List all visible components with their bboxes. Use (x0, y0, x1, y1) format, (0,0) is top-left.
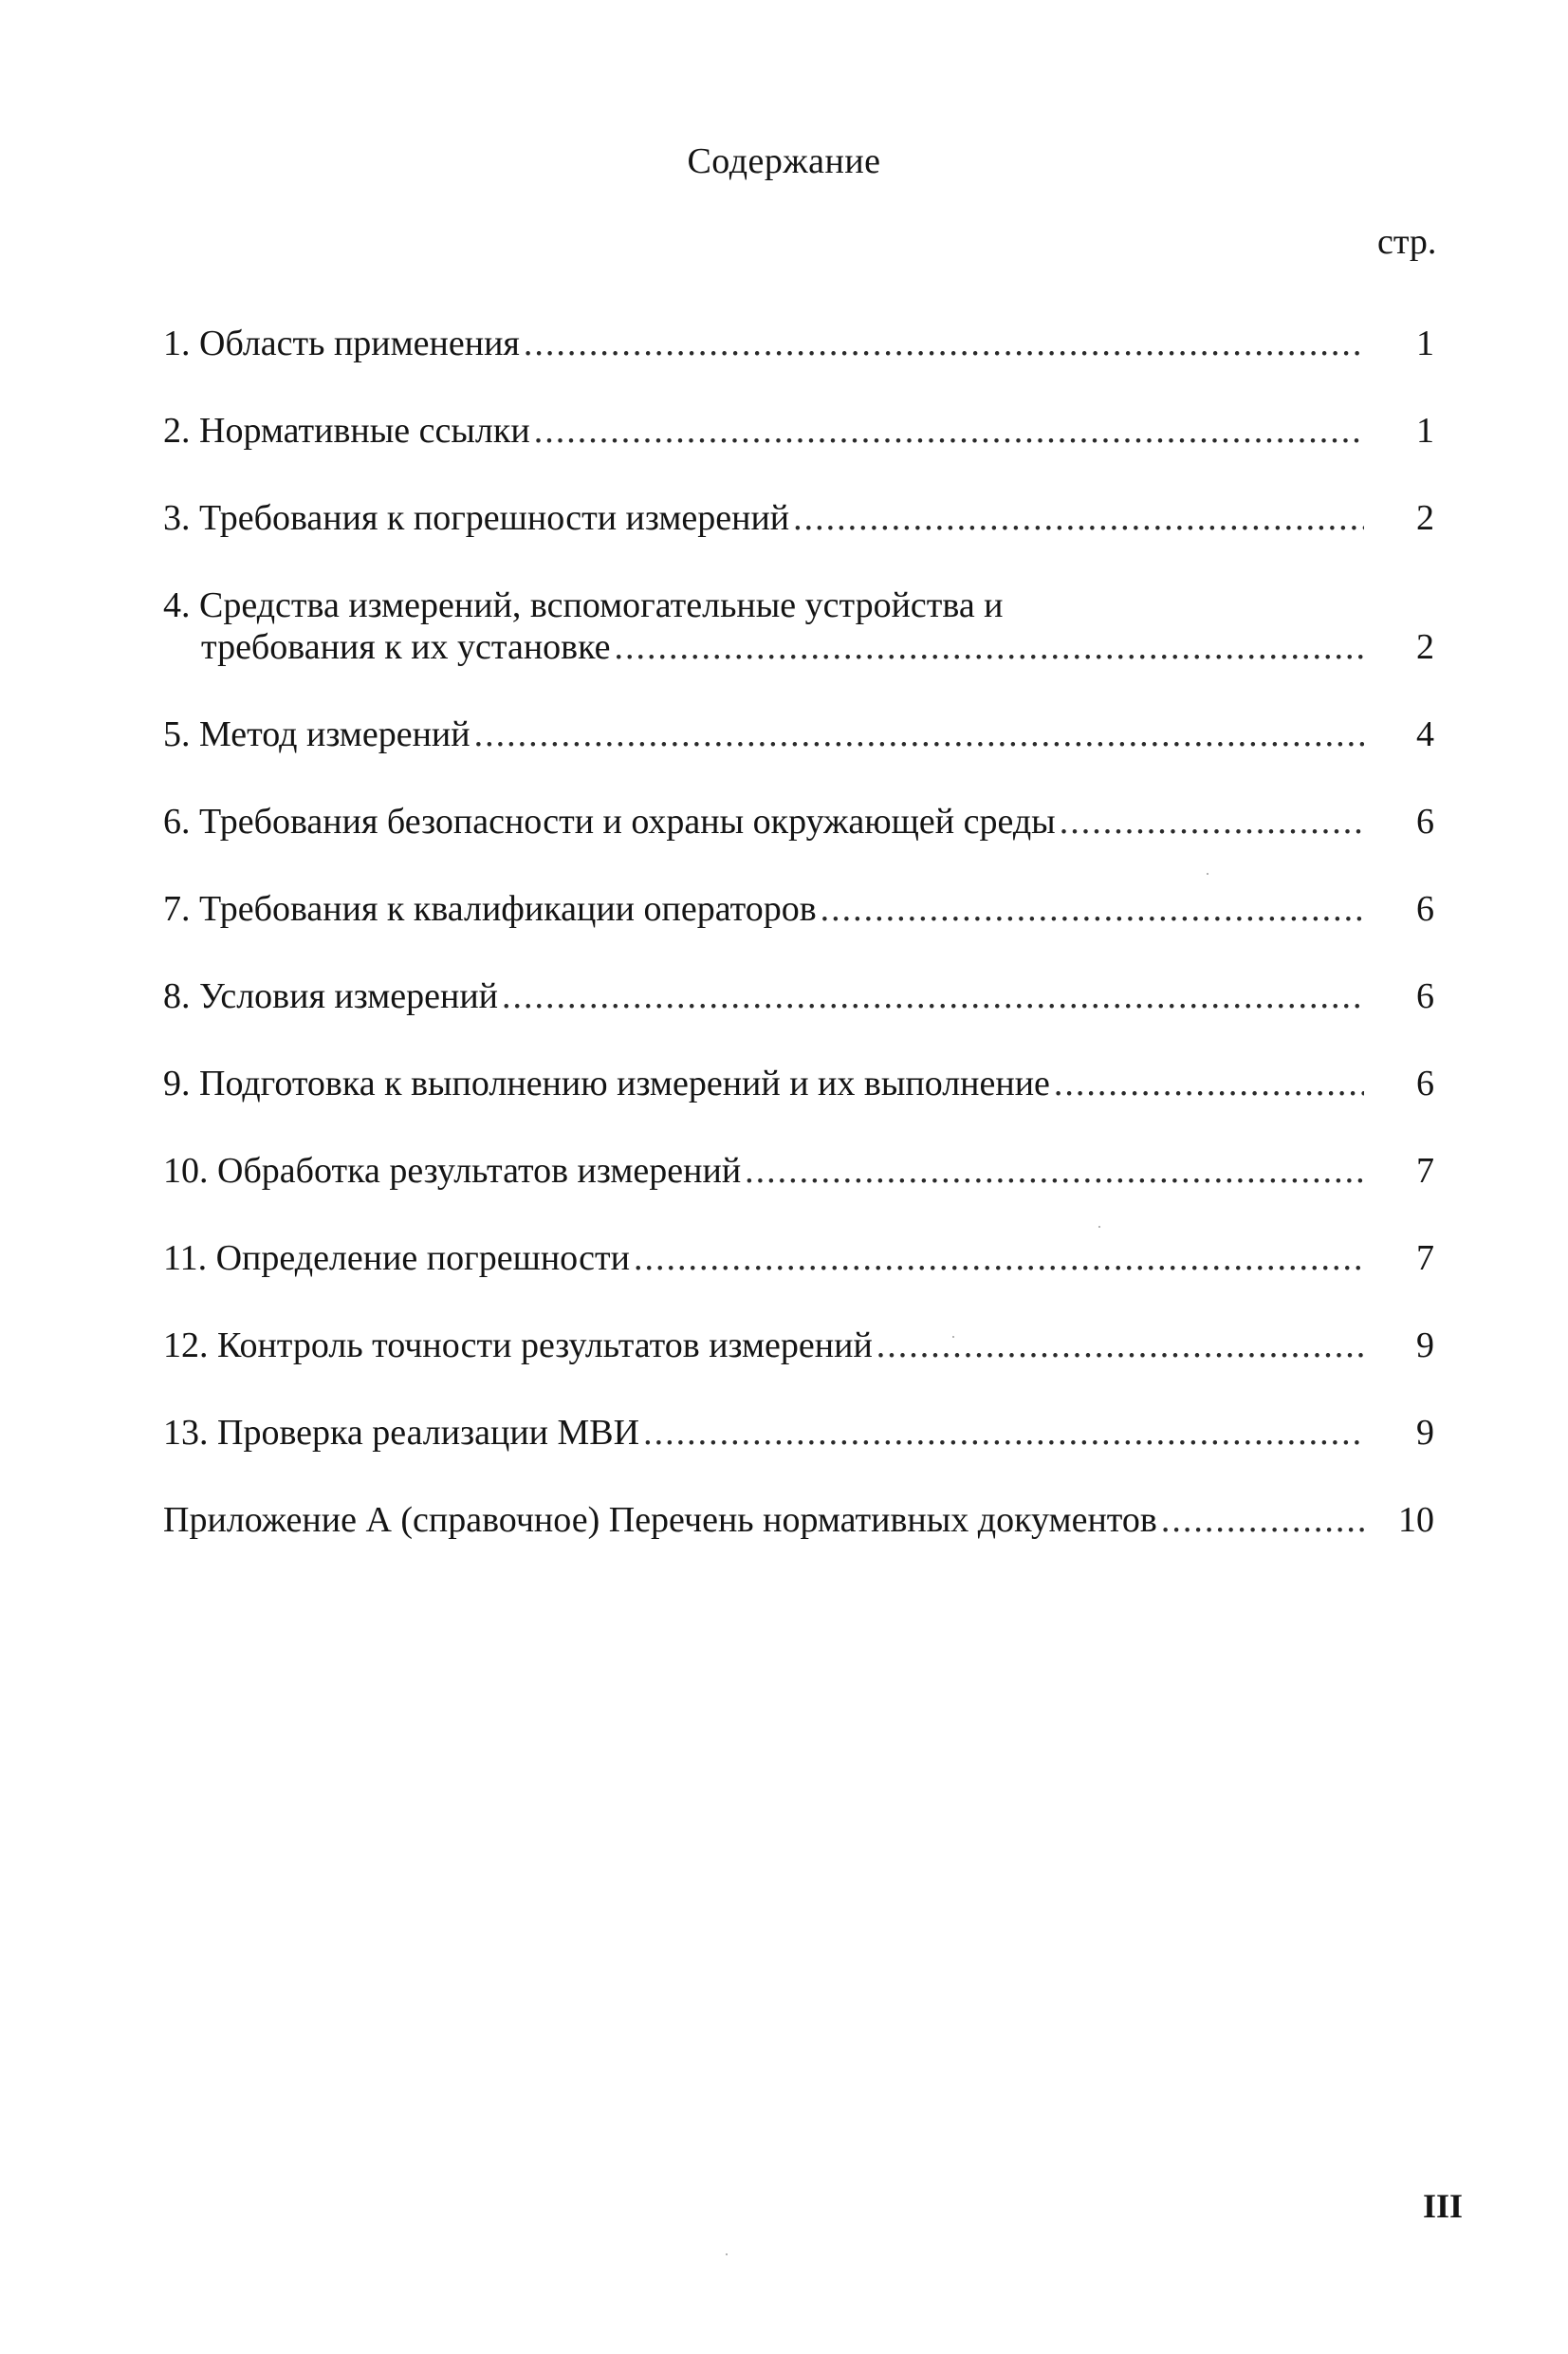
toc-leader-dots (1161, 1499, 1364, 1541)
toc-leader-dots (524, 323, 1364, 364)
toc-entry-text: 7. Требования к квалификации операторов (163, 889, 817, 929)
toc-entry (163, 888, 1434, 930)
toc-leader-dots (1060, 801, 1364, 843)
toc-leader-dots (615, 626, 1365, 668)
toc-entry-page: 9 (1416, 1325, 1434, 1365)
toc-leader-dots (474, 714, 1364, 755)
toc-entry (163, 1237, 1434, 1279)
toc-entry-text: 3. Требования к погрешности измерений (163, 498, 790, 538)
toc-entry (163, 1063, 1434, 1104)
toc-entry (163, 975, 1434, 1017)
toc-entry-text: 8. Условия измерений (163, 976, 499, 1016)
toc-leader-dots (821, 888, 1364, 930)
toc-entry-page: 7 (1416, 1151, 1434, 1191)
toc-entry (163, 801, 1434, 843)
toc-entry-text: 11. Определение погрешности (163, 1238, 630, 1278)
toc-leader-dots (745, 1150, 1364, 1192)
toc-entry-page: 6 (1416, 889, 1434, 929)
toc-entry (163, 1325, 1434, 1366)
toc-entry-page: 10 (1398, 1500, 1434, 1540)
toc-entry (163, 410, 1434, 452)
toc-entry-page: 2 (1416, 627, 1434, 667)
scan-speck (1098, 1226, 1100, 1228)
toc-entry (163, 1150, 1434, 1192)
toc-entry-page: 9 (1416, 1413, 1434, 1453)
page-column-label: стр. (1377, 222, 1437, 262)
toc-entry (163, 497, 1434, 539)
toc-entry-text-line1: 4. Средства измерений, вспомогательные устройства и (163, 585, 1004, 625)
toc-entry (163, 714, 1434, 755)
toc-entry-text: 12. Контроль точности результатов измерений (163, 1325, 873, 1365)
scan-speck (726, 2253, 728, 2255)
toc-entry-text: 1. Область применения (163, 324, 520, 363)
toc-entry-page: 6 (1416, 802, 1434, 842)
toc-entry (163, 1412, 1434, 1454)
toc-entry (163, 323, 1434, 364)
toc-leader-dots (502, 975, 1364, 1017)
toc-entry-page: 1 (1416, 411, 1434, 451)
toc-entry-page: 6 (1416, 976, 1434, 1016)
toc-entry-page: 4 (1416, 714, 1434, 754)
toc-entry-page: 1 (1416, 324, 1434, 363)
page-number: III (1423, 2187, 1464, 2225)
toc-leader-dots (634, 1237, 1364, 1279)
toc-entry-text: 9. Подготовка к выполнению измерений и их выполнение (163, 1064, 1050, 1103)
toc-entry-page: 6 (1416, 1064, 1434, 1103)
toc-entry-text: требования к их установке (201, 627, 611, 667)
toc-entry (163, 1499, 1434, 1541)
toc-leader-dots (876, 1325, 1364, 1366)
toc-entry-text: Приложение А (справочное) Перечень нормативных документов (163, 1500, 1157, 1540)
toc-leader-dots (1054, 1063, 1364, 1104)
toc-leader-dots (643, 1412, 1364, 1454)
toc-entry (163, 584, 1434, 668)
toc-entry-text: 6. Требования безопасности и охраны окружающей среды (163, 802, 1056, 842)
scan-speck (1207, 873, 1208, 875)
toc-entry-page: 2 (1416, 498, 1434, 538)
toc-entry-text: 2. Нормативные ссылки (163, 411, 530, 451)
scan-speck (952, 1336, 954, 1338)
toc-entry-page: 7 (1416, 1238, 1434, 1278)
toc-leader-dots (534, 410, 1364, 452)
toc-leader-dots (793, 497, 1364, 539)
page-title: Содержание (687, 141, 881, 181)
toc-entry-text: 13. Проверка реализации МВИ (163, 1413, 640, 1453)
toc-entry-text: 5. Метод измерений (163, 714, 470, 754)
toc-entry-text: 10. Обработка результатов измерений (163, 1151, 742, 1191)
